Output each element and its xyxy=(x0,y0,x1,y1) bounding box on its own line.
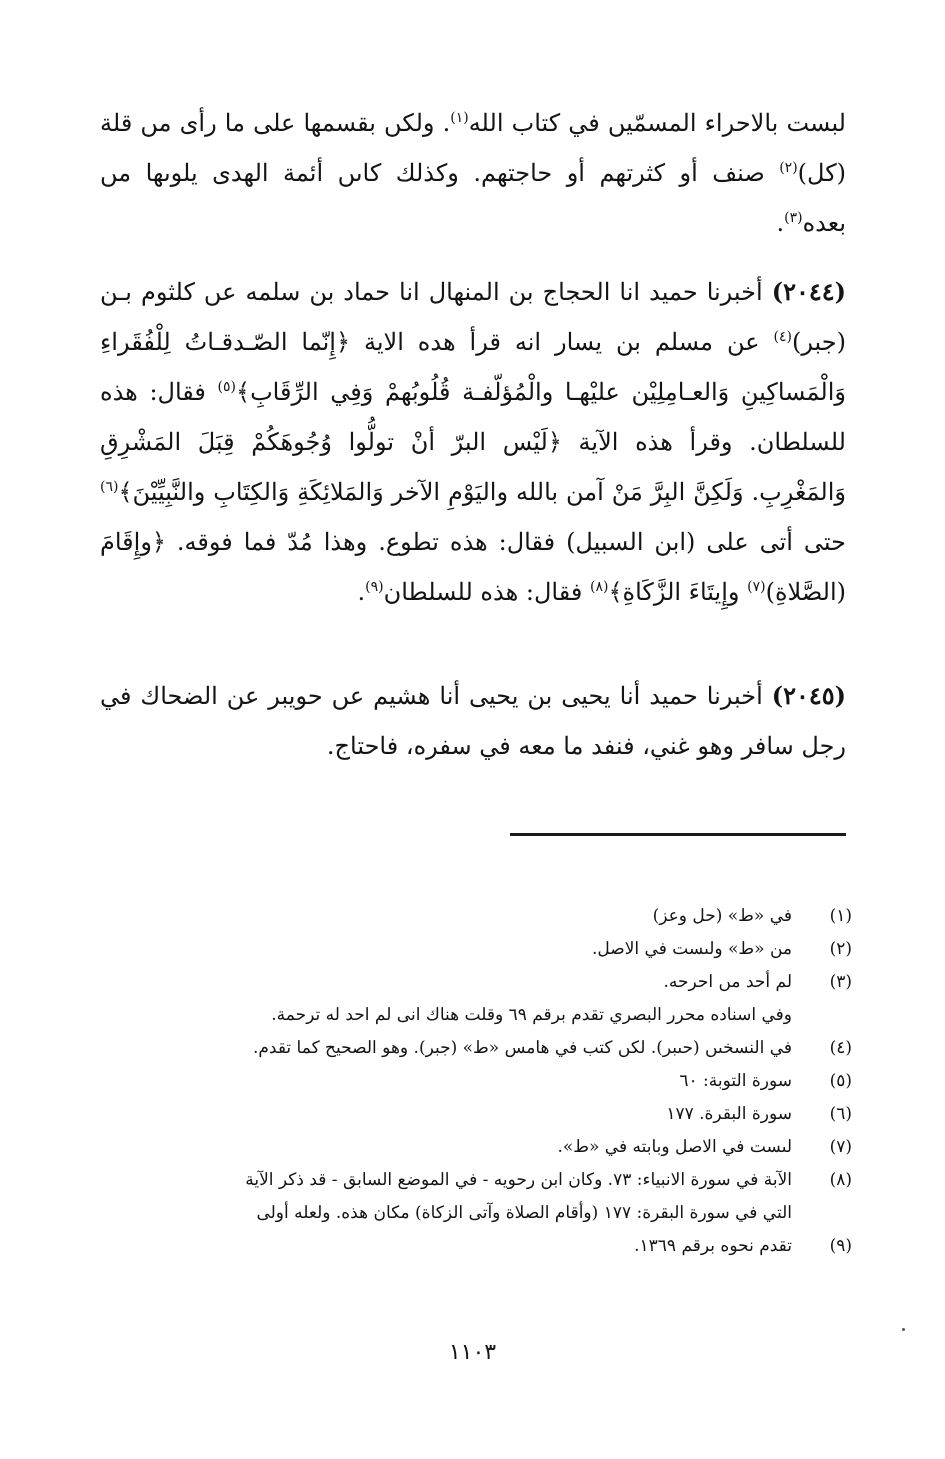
footnote-number: (٣) xyxy=(829,972,852,992)
footnote-item xyxy=(100,1065,852,1098)
footnote-number: (٨) xyxy=(829,1170,852,1190)
entry-number: (٢٠٤٤) xyxy=(771,277,846,306)
footnote-item xyxy=(100,1164,852,1197)
paragraph-text: أخبرنا حميد أنا يحيى بن يحيى أنا هشيم عں حويبر عن الضحاك في رجل سافر وهو غني، فنفد ما معه في سفره، فاحتاج. xyxy=(100,682,846,760)
hadith-entry-2044 xyxy=(100,267,846,617)
footnote-number: (٧) xyxy=(829,1137,852,1157)
footnote-ref: (٣) xyxy=(784,210,803,226)
paragraph-text: عن مسلم بن يسار انه قرأ هده الاية ﴿إِنّما الصّـدقـاتُ لِلْفُقَراءِ وَالْمَساكِينِ وَالعـامِلِيْن عليْهـا والْمُؤلّفـة قُلُوبُهمْ وَفِي الرِّقَابِ﴾ xyxy=(100,328,846,406)
paragraph-text: . xyxy=(357,578,366,606)
footnote-number: (٤) xyxy=(829,1038,852,1058)
footnote-divider xyxy=(510,833,846,836)
entry-number: (٢٠٤٥) xyxy=(771,681,846,710)
footnote-text: سورة التوبة: ٦٠ xyxy=(679,1071,792,1091)
footnote-text: سورة البقرة. ١٧٧ xyxy=(666,1104,792,1124)
paragraph-continuation xyxy=(100,98,846,248)
footnote-text: من «ط» ولىست في الاصل. xyxy=(592,939,792,959)
footnote-ref: (٧) xyxy=(747,579,766,595)
footnote-text: الآبة في سورة الانبياء: ٧٣. وكان ابن رحويه - في الموضع السابق - قد ذكر الآية xyxy=(245,1170,792,1190)
footnote-item xyxy=(100,966,852,999)
footnote-number: (٦) xyxy=(829,1104,852,1124)
footnote-item xyxy=(100,1098,852,1131)
paragraph-text: . ولكں بقسمها على ما رأى مں قلة (كل) xyxy=(100,109,846,187)
scan-speck xyxy=(902,1328,905,1331)
footnote-text: في النسخىں (حىبر). لكں كتب في هامس «ط» (جبر). وهو الصحيح كما تقدم. xyxy=(252,1038,792,1058)
footnotes xyxy=(100,900,852,1263)
footnote-text: لىست في الاصل وبابته في «ط». xyxy=(557,1137,792,1157)
footnote-continuation: وفي اسناده محرر البصري تقدم برقم ٦٩ وقلت هناك انى لم احد له ترحمة. xyxy=(271,1005,792,1025)
paragraph-text: لبست بالاحراء المسمّيں في كتاب الله xyxy=(468,109,846,137)
paragraph-text: فقال: هذه للسلطان xyxy=(383,578,583,606)
paragraph-text: صنف أو كثرتهم أو حاجتهم. وكذلك كاںں أئمة الهدى يلوںها مں بعده xyxy=(100,159,846,237)
paragraph-text: فقال: هذه للسلطان. وقرأ هذه الآية ﴿لَيْس البرّ أنْ تولُّوا وُجُوهَكُمْ قِبَلَ المَشْرِقِ وَالمَغْرِبِ. وَلَكِنَّ البِرَّ مَنْ آمن بالله واليَوْمِ الآخر وَالمَلائِكَةِ وَالكِتَابِ والنَّبِيِّيْنَ﴾ xyxy=(100,378,846,506)
footnote-ref: (١) xyxy=(450,110,469,126)
paragraph-text: أخبرنا حميد انا الحجاج بن المنهال انا حماد بن سلمه عں كلثوم بـن (جبر) xyxy=(100,278,846,356)
footnote-number: (٩) xyxy=(829,1236,852,1256)
footnote-item xyxy=(100,900,852,933)
footnote-item xyxy=(100,933,852,966)
paragraph-text: حتى أتى على (ابن السبيل) فقال: هذه تطوع. وهذا مُدّ فما فوقه. ﴿وإِقَامَ (الصَّلاةِ) xyxy=(100,528,846,606)
footnote-text: لم أحد مں احرحه. xyxy=(663,972,792,992)
footnote-number: (٥) xyxy=(829,1071,852,1091)
footnote-text: في «ط» (حل وعز) xyxy=(652,906,792,926)
footnote-ref: (٨) xyxy=(589,579,609,595)
hadith-entry-2045 xyxy=(100,671,846,771)
paragraph-text: . xyxy=(776,209,785,237)
paragraph-text: وإِيتَاءَ الزَّكَاةِ﴾ xyxy=(608,578,740,606)
footnote-ref: (٤) xyxy=(773,329,792,345)
footnote-item xyxy=(100,1032,852,1065)
footnote-number: (١) xyxy=(829,906,852,926)
footnote-item xyxy=(100,1131,852,1164)
footnote-ref: (٥) xyxy=(217,379,236,395)
footnote-text: تقدم نحوه برقم ١٣٦٩. xyxy=(634,1236,792,1256)
footnote-item xyxy=(100,1230,852,1263)
footnote-ref: (٦) xyxy=(100,479,119,495)
page-number: ١١٠٣ xyxy=(448,1340,497,1365)
footnote-continuation: التي في سورة البقرة: ١٧٧ (وأقام الصلاة وآتى الزكاة) مكان هذه. ولعله أولى xyxy=(256,1203,792,1223)
footnote-ref: (٩) xyxy=(365,579,384,595)
footnote-number: (٢) xyxy=(829,939,852,959)
footnote-ref: (٢) xyxy=(779,160,798,176)
